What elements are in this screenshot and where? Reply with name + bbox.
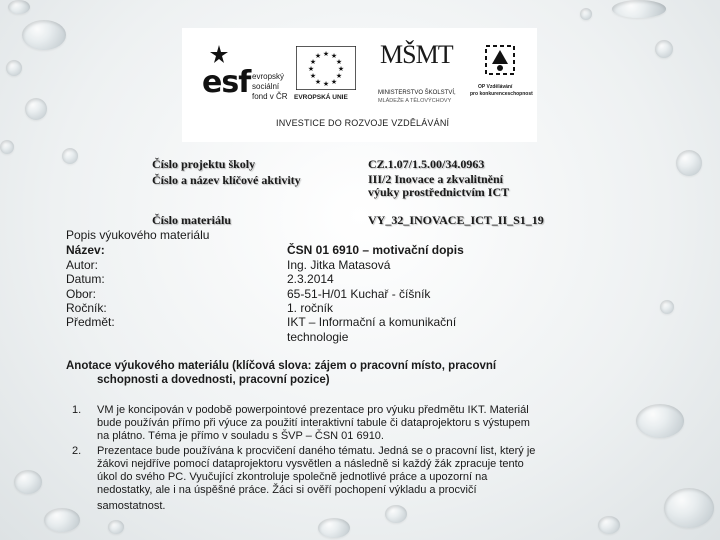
water-drop-decoration bbox=[636, 404, 684, 438]
banner-slogan: INVESTICE DO ROZVOJE VZDĚLÁVÁNÍ bbox=[276, 118, 450, 128]
material-number-label: Číslo materiálu bbox=[152, 213, 231, 227]
svg-text:★: ★ bbox=[309, 58, 317, 66]
msmt-logo bbox=[372, 40, 456, 114]
esf-line-2: sociální bbox=[252, 82, 280, 91]
eu-label: EVROPSKÁ UNIE bbox=[294, 94, 348, 101]
field-label-subject: Předmět: bbox=[66, 315, 115, 329]
water-drop-decoration bbox=[580, 8, 592, 20]
list-item-line: nedostatky, ale i na úspěšné práce. Žáci si ověří pochopení výkladu a procvičí bbox=[97, 484, 477, 496]
svg-text:★: ★ bbox=[335, 72, 343, 80]
esf-line-1: evropský bbox=[252, 72, 285, 81]
field-value-subject-cont: technologie bbox=[287, 330, 349, 344]
water-drop-decoration bbox=[676, 150, 702, 176]
field-label-grade: Ročník: bbox=[66, 301, 107, 315]
water-drop-decoration bbox=[598, 516, 620, 534]
field-label-title: Název: bbox=[66, 243, 105, 257]
water-drop-decoration bbox=[25, 98, 47, 120]
key-activity-value-line-2: výuky prostřednictvím ICT bbox=[368, 185, 510, 199]
field-value-subject: IKT – Informační a komunikační bbox=[287, 315, 457, 329]
op-vk-line-1: OP Vzdělávání bbox=[478, 84, 513, 90]
eu-logo bbox=[294, 42, 358, 112]
water-drop-decoration bbox=[385, 505, 407, 523]
field-value-field: 65-51-H/01 Kuchař - číšník bbox=[287, 287, 431, 301]
op-vk-logo-banner bbox=[182, 28, 537, 142]
list-item-number: 1. bbox=[72, 404, 82, 416]
water-drop-decoration bbox=[0, 140, 14, 154]
water-drop-decoration bbox=[664, 488, 714, 528]
svg-text:★: ★ bbox=[322, 80, 330, 88]
annotation-heading-line-2: schopnosti a dovednosti, pracovní pozice) bbox=[97, 374, 330, 386]
field-value-title: ČSN 01 6910 – motivační dopis bbox=[287, 243, 464, 257]
key-activity-label: Číslo a název klíčové aktivity bbox=[152, 173, 301, 187]
svg-text:★: ★ bbox=[330, 52, 338, 60]
field-value-date: 2.3.2014 bbox=[287, 272, 334, 286]
op-vk-emblem-icon bbox=[482, 42, 518, 80]
water-drop-decoration bbox=[660, 300, 674, 314]
eu-flag-icon bbox=[296, 46, 356, 90]
esf-wordmark: esf bbox=[202, 65, 251, 100]
svg-text:★: ★ bbox=[322, 50, 330, 58]
svg-text:★: ★ bbox=[335, 58, 343, 66]
field-value-grade: 1. ročník bbox=[287, 301, 334, 315]
field-value-author: Ing. Jitka Matasová bbox=[287, 258, 391, 272]
list-item-line: žákovi nejdříve pomocí dataprojektoru vysvětlen a následně si každý žák zpracuje tento bbox=[97, 458, 524, 470]
description-heading: Popis výukového materiálu bbox=[66, 228, 210, 242]
list-item-line: samostatnost. bbox=[97, 500, 166, 512]
msmt-line-2: MLÁDEŽE A TĚLOVÝCHOVY bbox=[378, 98, 452, 104]
svg-text:★: ★ bbox=[309, 72, 317, 80]
list-item-line: úkol do svého PC. Vyučující zkontroluje společně jednotlivé práce a upozorní na bbox=[97, 471, 488, 483]
water-drop-decoration bbox=[44, 508, 80, 532]
list-item-line: Prezentace bude používána k procvičení daného tématu. Jedná se o pracovní list, který je bbox=[97, 445, 536, 457]
svg-text:★: ★ bbox=[337, 65, 345, 73]
water-drop-decoration bbox=[22, 20, 66, 50]
project-number-label: Číslo projektu školy bbox=[152, 157, 256, 171]
water-drop-decoration bbox=[8, 0, 30, 14]
water-drop-decoration bbox=[62, 148, 78, 164]
field-label-field: Obor: bbox=[66, 287, 97, 301]
list-item-line: na plátno. Téma je přímo v souladu s ŠVP – ČSN 01 6910. bbox=[97, 430, 384, 442]
msmt-line-1: MINISTERSTVO ŠKOLSTVÍ, bbox=[378, 90, 456, 96]
esf-stars-icon bbox=[208, 44, 230, 66]
material-number-value: VY_32_INOVACE_ICT_II_S1_19 bbox=[368, 213, 544, 227]
water-drop-decoration bbox=[14, 470, 42, 494]
list-item-line: VM je koncipován v podobě powerpointové prezentace pro výuku předmětu IKT. Materiál bbox=[97, 404, 529, 416]
list-item-line: bude používán přímo při výuce za použití interaktivní tabule či dataprojektoru s výstupem bbox=[97, 417, 530, 429]
project-number-value: CZ.1.07/1.5.00/34.0963 bbox=[368, 157, 485, 171]
list-item-number: 2. bbox=[72, 445, 82, 457]
msmt-wordmark: MŠMT bbox=[380, 40, 453, 69]
water-drop-decoration bbox=[108, 520, 124, 534]
water-drop-decoration bbox=[655, 40, 673, 58]
svg-text:★: ★ bbox=[307, 65, 315, 73]
water-drop-decoration bbox=[612, 0, 666, 18]
svg-text:★: ★ bbox=[314, 52, 322, 60]
field-label-date: Datum: bbox=[66, 272, 105, 286]
field-label-author: Autor: bbox=[66, 258, 99, 272]
annotation-heading-line-1: Anotace výukového materiálu (klíčová slova: zájem o pracovní místo, pracovní bbox=[66, 360, 497, 372]
esf-logo bbox=[198, 42, 288, 112]
op-vk-line-2: pro konkurenceschopnost bbox=[470, 91, 533, 97]
water-drop-decoration bbox=[6, 60, 22, 76]
svg-text:★: ★ bbox=[330, 78, 338, 86]
water-drop-decoration bbox=[318, 518, 350, 538]
op-vk-logo bbox=[468, 40, 536, 114]
esf-line-3: fond v ČR bbox=[252, 92, 288, 101]
key-activity-value-line-1: III/2 Inovace a zkvalitnění bbox=[368, 172, 504, 186]
svg-text:★: ★ bbox=[314, 78, 322, 86]
